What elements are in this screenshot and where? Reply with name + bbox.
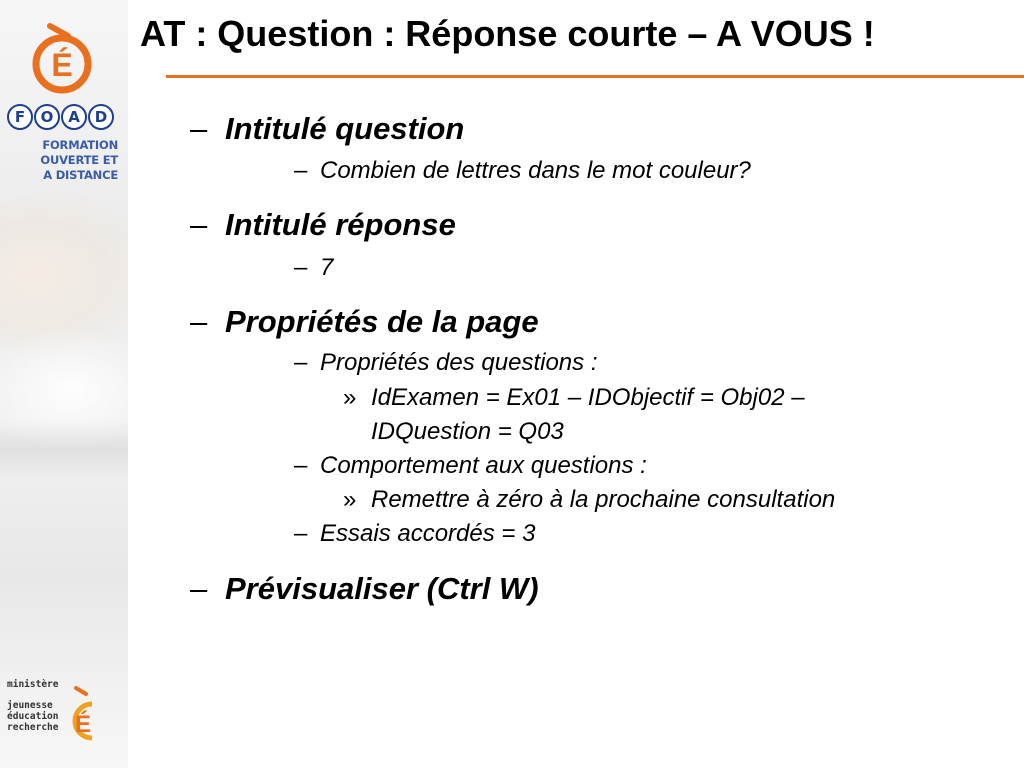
ministere-line: éducation [7, 711, 59, 722]
sub-bullet-essais [294, 520, 535, 548]
bullet-text: Intitulé réponse [225, 207, 456, 242]
bullet-dash: – [294, 520, 308, 547]
bullet-dash: – [190, 111, 208, 146]
sub-sub-bullet-remettre [343, 486, 835, 514]
bullet-text: Propriétés des questions : [320, 349, 598, 376]
bullet-text: IdExamen = Ex01 – IDObjectif = Obj02 – [371, 384, 805, 411]
bullet-chevron: » [343, 486, 357, 513]
bullet-text: IDQuestion = Q03 [371, 418, 564, 445]
bullet-text: Prévisualiser (Ctrl W) [225, 571, 539, 606]
bullet-dash: – [294, 452, 308, 479]
bullet-text: 7 [320, 254, 334, 281]
e-logo-letter: É [51, 47, 73, 83]
sub-bullet-answer [294, 254, 333, 282]
sub-sub-bullet-ids [343, 384, 805, 412]
foad-letter-d: D [88, 104, 114, 130]
foad-letter-a: A [61, 104, 87, 130]
bullet-intitule-question [190, 111, 464, 147]
bullet-previsualiser [190, 571, 539, 607]
bullet-text: Combien de lettres dans le mot couleur? [320, 157, 751, 184]
foad-caption-line: OUVERTE ET [40, 153, 118, 167]
foad-letter-f: F [7, 104, 33, 130]
bullet-intitule-reponse [190, 207, 456, 243]
ministere-line: recherche [7, 722, 59, 733]
bullet-text: Remettre à zéro à la prochaine consultation [371, 486, 836, 513]
sub-bullet-proprietes-questions [294, 349, 598, 377]
sub-sub-bullet-ids-continued [371, 418, 564, 446]
bullet-text: Propriétés de la page [225, 304, 539, 339]
bullet-chevron: » [343, 384, 357, 411]
bullet-dash: – [294, 157, 308, 184]
foad-letter-o: O [34, 104, 60, 130]
sub-bullet-question-text [294, 157, 751, 185]
bullet-proprietes-page [190, 304, 539, 340]
bullet-dash: – [294, 254, 308, 281]
ministere-logo-letter: É [74, 711, 92, 738]
bullet-text: Essais accordés = 3 [320, 520, 536, 547]
slide-title: AT : Question : Réponse courte – A VOUS ! [140, 13, 875, 54]
bullet-dash: – [190, 304, 208, 339]
foad-caption-line: FORMATION [42, 138, 118, 152]
bullet-text: Intitulé question [225, 111, 465, 146]
bullet-dash: – [294, 349, 308, 376]
ministere-line: jeunesse [7, 700, 53, 711]
bullet-dash: – [190, 207, 208, 242]
bullet-dash: – [190, 571, 208, 606]
ministere-line: ministère [7, 679, 59, 690]
bullet-text: Comportement aux questions : [320, 452, 647, 479]
foad-caption-line: A DISTANCE [43, 168, 118, 182]
sub-bullet-comportement [294, 452, 647, 480]
